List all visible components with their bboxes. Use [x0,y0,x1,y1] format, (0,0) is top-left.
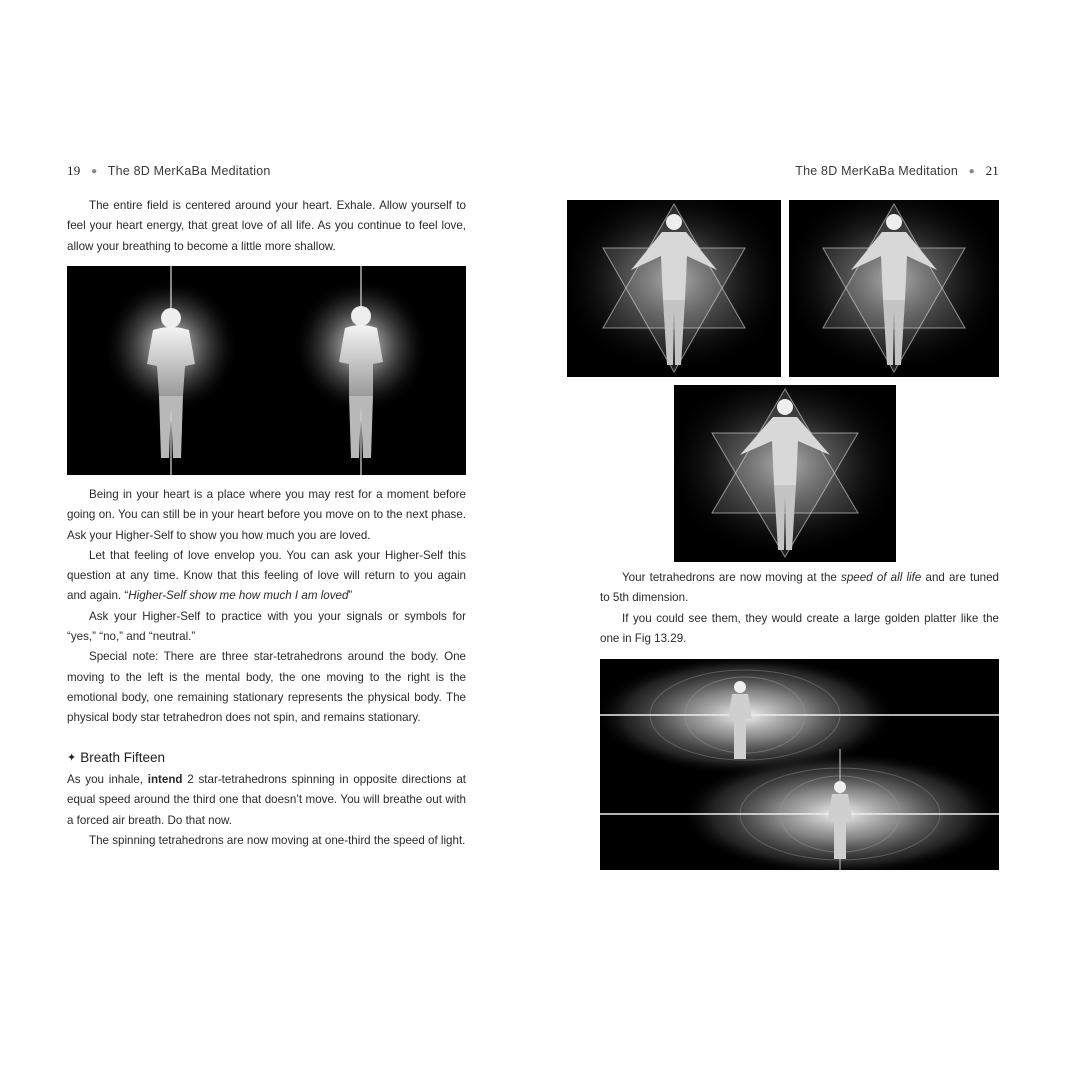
section-heading-text: Breath Fifteen [80,750,166,765]
figure-star-tetrahedron-3 [674,385,896,562]
page-number-left: 19 [67,163,81,178]
paragraph-block-1 [67,196,466,257]
figure-golden-platter [600,659,999,870]
paragraph: Let that feeling of love envelop you. You can ask your Higher-Self this question at any time. Know that this feeling of love will return to you again and again. “Higher-Self show me how much I am loved” [67,548,466,603]
paragraph: The spinning tetrahedrons are now moving at one-third the speed of light. [89,833,466,847]
paragraph: Being in your heart is a place where you may rest for a moment before going on. You can still be in your heart before you move on to the next phase. Ask your Higher-Self to show you how much you are loved. [67,488,466,542]
running-head-title: The 8D MerKaBa Meditation [107,164,271,178]
paragraph: If you could see them, they would create a large golden platter like the one in Fig 13.29. [600,611,999,645]
four-point-star-icon: ✦ [67,752,77,764]
figure-two-glowing-bodies [67,266,466,475]
glowing-figure-right [293,266,429,475]
paragraph-block-2 [67,485,466,729]
glowing-figure-left [103,266,239,475]
paragraph: Special note: There are three star-tetrahedrons around the body. One moving to the left is the mental body, the one moving to the right is the emotional body, one remaining stationary represents the physical body. The physical body star tetrahedron does not spin, and remains stationary. [67,650,466,725]
paragraph-block-right [600,568,999,649]
left-running-head [67,163,271,179]
page-number-right: 21 [985,163,999,178]
figure-star-tetrahedron-1 [567,200,781,377]
paragraph: Your tetrahedrons are now moving at the speed of all life and are tuned to 5th dimension. [600,571,999,605]
paragraph: As you inhale, intend 2 star-tetrahedrons spinning in opposite directions at equal speed around the third one that doesn’t move. You will breathe out with a forced air breath. Do that now. [67,773,466,827]
bullet-dot-icon: ● [968,166,975,177]
paragraph-block-3 [67,770,466,851]
bullet-dot-icon: ● [91,166,98,177]
paragraph: The entire field is centered around your heart. Exhale. Allow yourself to feel your heart energy, that great love of all life. As you continue to feel love, allow your breathing to become a little more shallow. [67,199,466,253]
running-head-title: The 8D MerKaBa Meditation [795,164,958,178]
section-heading [67,750,165,765]
platter-lower [600,749,999,870]
right-running-head [795,163,999,179]
figure-star-tetrahedron-2 [789,200,999,377]
paragraph: Ask your Higher-Self to practice with you your signals or symbols for “yes,” “no,” and “neutral.” [67,609,466,644]
